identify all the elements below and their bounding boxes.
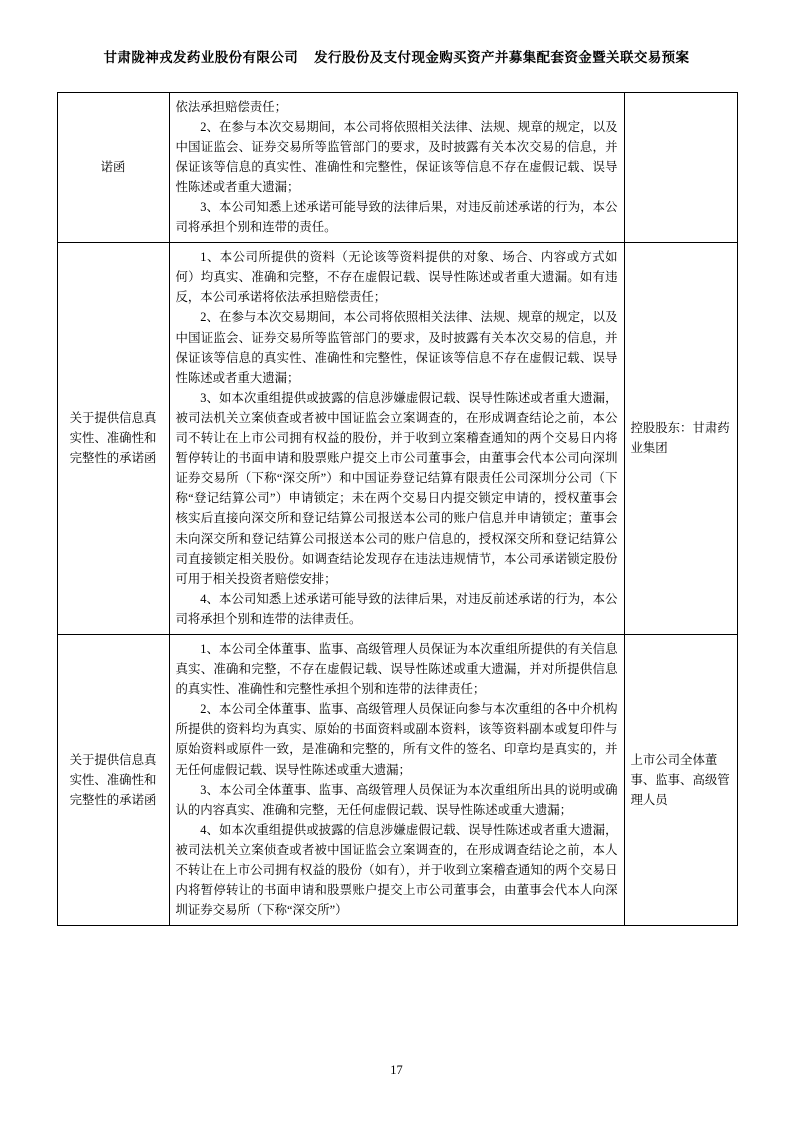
content-paragraph: 4、本公司知悉上述承诺可能导致的法律后果，对违反前述承诺的行为，本公司将承担个别和连带的法律责任。 xyxy=(175,591,618,626)
header-title: 发行股份及支付现金购买资产并募集配套资金暨关联交易预案 xyxy=(314,50,690,65)
commitments-table xyxy=(57,92,738,927)
content-paragraph: 3、本公司全体董事、监事、高级管理人员保证为本次重组所出具的说明或确认的内容真实、准确和完整，无任何虚假记载、误导性陈述或重大遗漏； xyxy=(175,782,618,817)
table-row xyxy=(57,92,737,243)
row-subject-cell xyxy=(57,92,169,243)
page-header xyxy=(0,0,793,73)
content-paragraph: 2、在参与本次交易期间，本公司将依照相关法律、法规、规章的规定，以及中国证监会、证券交易所等监管部门的要求，及时披露有关本次交易的信息，并保证该等信息的真实性、准确性和完整性，保证该等信息不存在虚假记载、误导性陈述或者重大遗漏； xyxy=(175,119,618,194)
row-party-text: 上市公司全体董事、监事、高级管理人员 xyxy=(630,752,730,807)
table-row xyxy=(57,243,737,635)
content-paragraph: 1、本公司全体董事、监事、高级管理人员保证为本次重组所提供的有关信息真实、准确和完整，不存在虚假记载、误导性陈述或重大遗漏，并对所提供信息的真实性、准确性和完整性承担个别和连带的法律责任； xyxy=(175,641,618,697)
row-subject-cell xyxy=(57,634,169,925)
row-content-cell xyxy=(169,634,624,925)
row-subject-text: 诺函 xyxy=(100,159,126,174)
row-party-cell xyxy=(624,634,737,925)
row-subject-text: 关于提供信息真实性、准确性和完整性的承诺函 xyxy=(69,410,157,466)
row-subject-text: 关于提供信息真实性、准确性和完整性的承诺函 xyxy=(69,752,157,807)
content-paragraph: 2、本公司全体董事、监事、高级管理人员保证向参与本次重组的各中介机构所提供的资料均为真实、原始的书面资料或副本资料，该等资料副本或复印件与原始资料或原件一致，是准确和完整的，所有文件的签名、印章均是真实的，并无任何虚假记载、误导性陈述或重大遗漏； xyxy=(175,702,618,777)
content-paragraph: 2、在参与本次交易期间，本公司将依照相关法律、法规、规章的规定，以及中国证监会、证券交易所等监管部门的要求，及时披露有关本次交易的信息，并保证该等信息的真实性、准确性和完整性，保证该等信息不存在虚假记载、误导性陈述或者重大遗漏； xyxy=(175,310,618,385)
row-party-cell xyxy=(624,243,737,635)
row-party-text: 控股股东：甘肃药业集团 xyxy=(630,421,730,456)
content-paragraph: 依法承担赔偿责任； xyxy=(175,99,288,114)
page-footer xyxy=(0,1063,793,1078)
row-subject-cell xyxy=(57,243,169,635)
content-paragraph: 1、本公司所提供的资料（无论该等资料提供的对象、场合、内容或方式如何）均真实、准确和完整，不存在虚假记载、误导性陈述或者重大遗漏。如有违反，本公司承诺将依法承担赔偿责任； xyxy=(175,250,618,305)
row-content-cell xyxy=(169,92,624,243)
table-container xyxy=(57,73,737,927)
row-content-cell xyxy=(169,243,624,635)
page-number: 17 xyxy=(390,1063,403,1077)
row-party-cell xyxy=(624,92,737,243)
content-paragraph: 4、如本次重组提供或披露的信息涉嫌虚假记载、误导性陈述或者重大遗漏，被司法机关立案侦查或者被中国证监会立案调查的，在形成调查结论之前，本人不转让在上市公司拥有权益的股份（如有），并于收到立案稽查通知的两个交易日内将暂停转让的书面申请和股票账户提交上市公司董事会，由董事会代本人向深圳证券交易所（下称“深交所”） xyxy=(175,822,618,918)
content-paragraph: 3、如本次重组提供或披露的信息涉嫌虚假记载、误导性陈述或者重大遗漏，被司法机关立案侦查或者被中国证监会立案调查的，在形成调查结论之前，本公司不转让在上市公司拥有权益的股份，并于收到立案稽查通知的两个交易日内将暂停转让的书面申请和股票账户提交上市公司董事会，由董事会代本公司向深圳证券交易所（下称“深交所”）和中国证券登记结算有限责任公司深圳分公司（下称“登记结算公司”）申请锁定；未在两个交易日内提交锁定申请的，授权董事会核实后直接向深交所和登记结算公司报送本公司的账户信息并申请锁定；董事会未向深交所和登记结算公司报送本公司的账户信息的，授权深交所和登记结算公司直接锁定相关股份。如调查结论发现存在违法违规情节，本公司承诺锁定股份可用于相关投资者赔偿安排； xyxy=(175,390,618,586)
content-paragraph: 3、本公司知悉上述承诺可能导致的法律后果，对违反前述承诺的行为，本公司将承担个别和连带的责任。 xyxy=(175,200,618,235)
table-row xyxy=(57,634,737,925)
header-company: 甘肃陇神戎发药业股份有限公司 xyxy=(103,50,299,65)
